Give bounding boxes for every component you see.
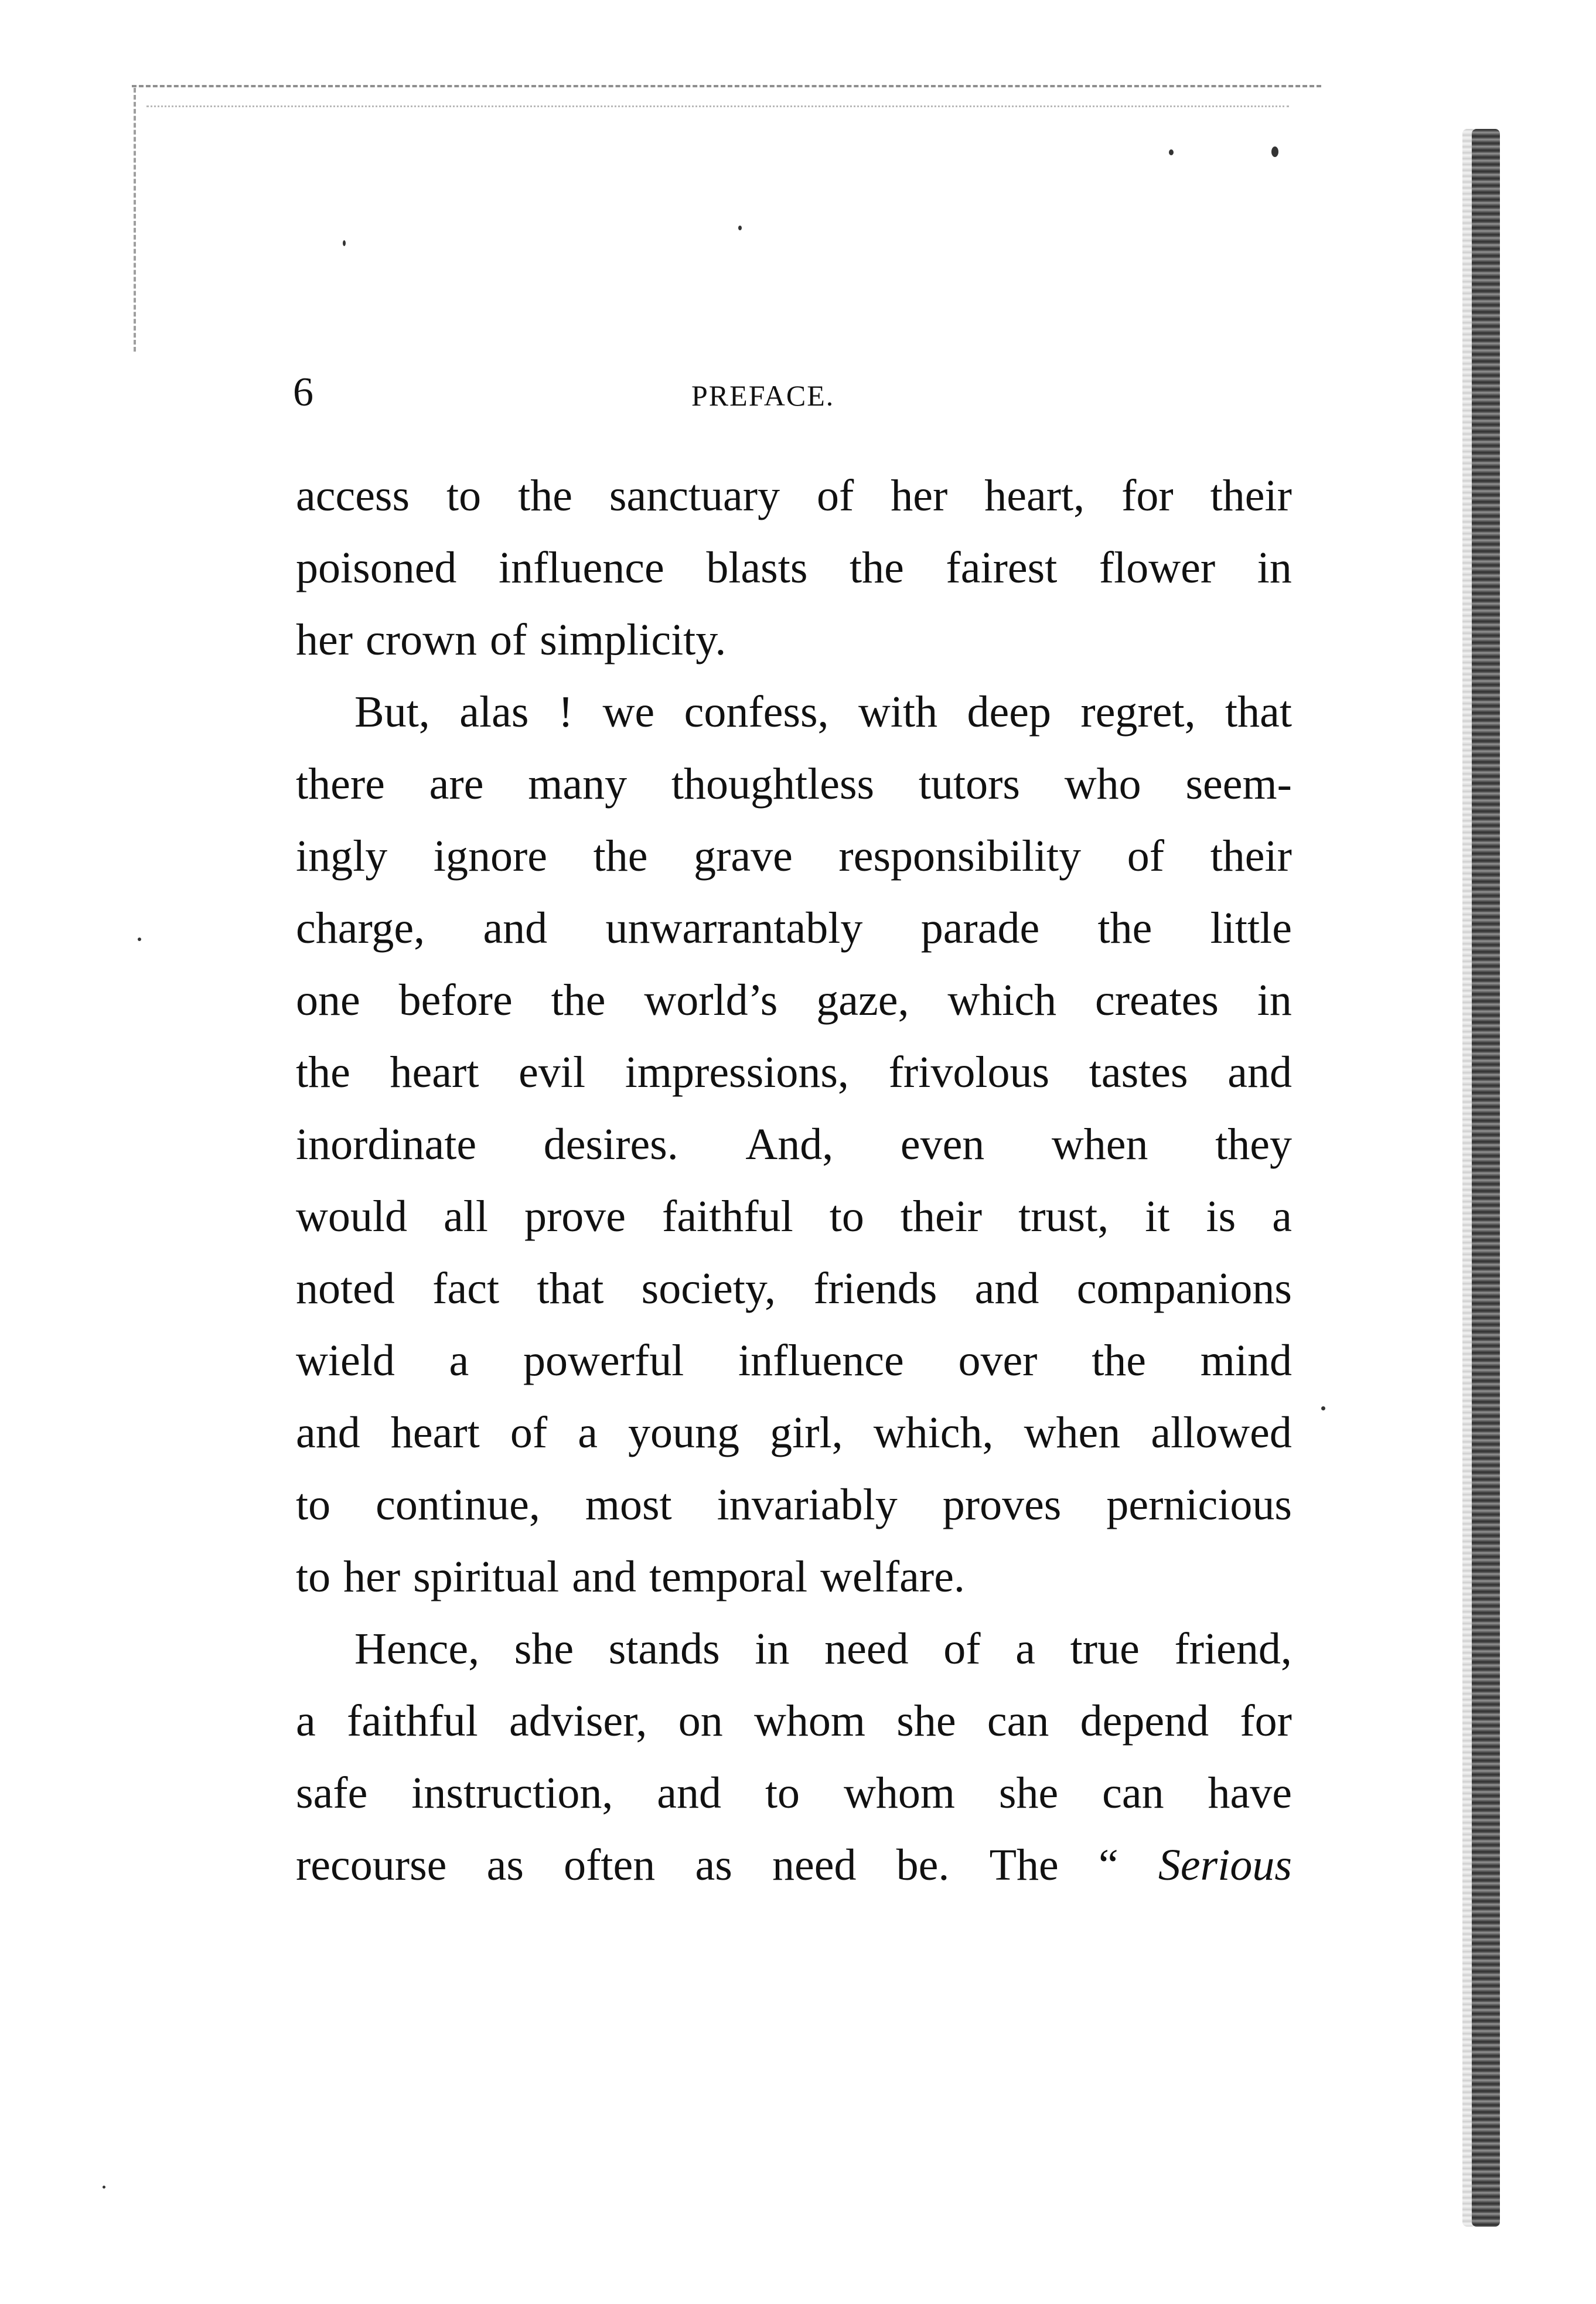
word: would	[296, 1192, 407, 1241]
word: crown	[366, 615, 477, 664]
word: she	[514, 1624, 574, 1674]
text-line	[296, 748, 1292, 820]
word: of	[817, 471, 854, 520]
word: and	[1227, 1048, 1292, 1097]
word: blasts	[706, 543, 808, 592]
word: girl,	[770, 1408, 843, 1457]
text-line	[296, 1325, 1292, 1397]
word: faithful	[662, 1192, 793, 1241]
word: that	[1225, 687, 1292, 737]
word: of	[510, 1408, 548, 1457]
word: whom	[753, 1696, 865, 1746]
word: that	[537, 1264, 604, 1313]
word: proves	[942, 1480, 1062, 1529]
word: “	[1098, 1841, 1118, 1890]
text-line	[296, 604, 1292, 676]
word: But,	[354, 687, 430, 737]
word: they	[1215, 1120, 1292, 1169]
word: who	[1064, 759, 1141, 809]
scan-speck	[1271, 146, 1278, 157]
word: there	[296, 759, 385, 809]
word: of	[489, 615, 527, 664]
word: her	[343, 1552, 401, 1601]
word: to	[296, 1480, 331, 1529]
word: are	[429, 759, 484, 809]
text-line	[296, 1613, 1292, 1685]
word: many	[528, 759, 628, 809]
word: world’s	[644, 976, 778, 1025]
word: Hence,	[354, 1624, 480, 1674]
word: ingly	[296, 831, 388, 881]
word: as	[486, 1841, 524, 1890]
word: can	[1102, 1768, 1164, 1818]
word: the	[296, 1048, 350, 1097]
word: the	[551, 976, 606, 1025]
scan-top-edge	[132, 85, 1321, 87]
word: mind	[1200, 1336, 1292, 1385]
word: The	[989, 1841, 1059, 1890]
text-line	[296, 1757, 1292, 1829]
word: confess,	[684, 687, 829, 737]
word: and	[974, 1264, 1039, 1313]
word: unwarrantably	[605, 904, 863, 953]
word: the	[850, 543, 904, 592]
word: creates	[1094, 976, 1219, 1025]
word: inordinate	[296, 1120, 477, 1169]
word: and	[572, 1552, 636, 1601]
word: recourse	[296, 1841, 447, 1890]
word: continue,	[376, 1480, 540, 1529]
word: for	[1121, 471, 1174, 520]
text-line	[296, 1829, 1292, 1901]
word: a	[449, 1336, 469, 1385]
word: and	[296, 1408, 360, 1457]
word: their	[1210, 471, 1292, 520]
text-line	[296, 532, 1292, 604]
text-line	[296, 1037, 1292, 1109]
word: for	[1240, 1696, 1292, 1746]
word: to	[296, 1552, 331, 1601]
word: is	[1206, 1192, 1236, 1241]
word: young	[628, 1408, 740, 1457]
word: evil	[519, 1048, 586, 1097]
text-line	[296, 1469, 1292, 1541]
text-line	[296, 1397, 1292, 1469]
word: access	[296, 471, 410, 520]
word: little	[1210, 904, 1292, 953]
word: need	[772, 1841, 857, 1890]
page-number: 6	[293, 370, 313, 415]
word: prove	[524, 1192, 626, 1241]
word: adviser,	[509, 1696, 647, 1746]
word: desires.	[543, 1120, 678, 1169]
word: the	[593, 831, 648, 881]
word: which	[947, 976, 1057, 1025]
page-header	[293, 369, 1289, 416]
word: and	[483, 904, 548, 953]
word: and	[657, 1768, 722, 1818]
word: regret,	[1080, 687, 1196, 737]
word: a	[1015, 1624, 1035, 1674]
word: !	[558, 687, 574, 737]
scan-speck	[738, 226, 742, 230]
italic-word: Serious	[1158, 1841, 1292, 1890]
word: noted	[296, 1264, 395, 1313]
word: fact	[432, 1264, 500, 1313]
word: all	[444, 1192, 488, 1241]
word: which,	[873, 1408, 994, 1457]
word: depend	[1080, 1696, 1209, 1746]
word: And,	[745, 1120, 834, 1169]
word: to	[765, 1768, 800, 1818]
word: heart,	[984, 471, 1085, 520]
word: ignore	[433, 831, 547, 881]
word: deep	[967, 687, 1051, 737]
word: influence	[738, 1336, 904, 1385]
word: when	[1024, 1408, 1121, 1457]
word: simplicity.	[540, 615, 727, 664]
word: seem-	[1185, 759, 1292, 809]
word: in	[1257, 543, 1292, 592]
word: we	[602, 687, 655, 737]
text-line	[296, 892, 1292, 964]
text-line	[296, 1685, 1292, 1757]
word: sanctuary	[609, 471, 780, 520]
word: charge,	[296, 904, 425, 953]
running-head: PREFACE.	[691, 379, 835, 412]
word: trust,	[1018, 1192, 1109, 1241]
word: a	[1272, 1192, 1292, 1241]
scan-right-edge	[1472, 129, 1500, 2227]
word: when	[1051, 1120, 1148, 1169]
word: society,	[641, 1264, 776, 1313]
word: most	[585, 1480, 672, 1529]
word: even	[900, 1120, 985, 1169]
word: of	[943, 1624, 981, 1674]
scan-speck	[343, 240, 346, 246]
word: grave	[694, 831, 793, 881]
word: her	[296, 615, 353, 664]
word: their	[1210, 831, 1292, 881]
word: parade	[920, 904, 1040, 953]
word: with	[858, 687, 938, 737]
word: it	[1145, 1192, 1170, 1241]
word: she	[998, 1768, 1059, 1818]
text-line	[296, 1109, 1292, 1181]
word: pernicious	[1106, 1480, 1292, 1529]
word: the	[1097, 904, 1152, 953]
word: flower	[1099, 543, 1216, 592]
word: a	[296, 1696, 316, 1746]
scan-top-edge-secondary	[146, 105, 1289, 107]
word: friends	[813, 1264, 937, 1313]
word: fairest	[946, 543, 1058, 592]
word: poisoned	[296, 543, 457, 592]
scan-left-edge	[134, 88, 136, 352]
word: heart	[390, 1048, 479, 1097]
scan-speck	[138, 938, 141, 941]
word: of	[1127, 831, 1165, 881]
word: tutors	[918, 759, 1021, 809]
word: temporal	[649, 1552, 808, 1601]
scan-speck	[1321, 1406, 1325, 1410]
text-line	[296, 1253, 1292, 1325]
word: allowed	[1151, 1408, 1292, 1457]
word: gaze,	[816, 976, 909, 1025]
word: she	[896, 1696, 956, 1746]
text-line	[296, 1181, 1292, 1253]
word: heart	[390, 1408, 480, 1457]
word: powerful	[523, 1336, 684, 1385]
word: over	[958, 1336, 1038, 1385]
word: can	[987, 1696, 1049, 1746]
word: often	[564, 1841, 656, 1890]
word: her	[891, 471, 948, 520]
word: a	[578, 1408, 598, 1457]
word: tastes	[1089, 1048, 1188, 1097]
word: their	[900, 1192, 983, 1241]
word: alas	[459, 687, 529, 737]
word: friend,	[1174, 1624, 1292, 1674]
text-line	[296, 676, 1292, 748]
text-line	[296, 1541, 1292, 1613]
word: true	[1070, 1624, 1140, 1674]
word: invariably	[717, 1480, 898, 1529]
word: one	[296, 976, 360, 1025]
word: need	[824, 1624, 909, 1674]
word: frivolous	[888, 1048, 1050, 1097]
text-line	[296, 820, 1292, 892]
word: stands	[608, 1624, 720, 1674]
word: to	[829, 1192, 864, 1241]
word: have	[1208, 1768, 1292, 1818]
scan-speck	[103, 2186, 105, 2189]
word: to	[446, 471, 482, 520]
word: welfare.	[820, 1552, 965, 1601]
word: before	[398, 976, 513, 1025]
word: on	[678, 1696, 723, 1746]
word: in	[1257, 976, 1292, 1025]
word: safe	[296, 1768, 368, 1818]
word: responsibility	[838, 831, 1082, 881]
word: thoughtless	[671, 759, 875, 809]
preface-body-text	[296, 460, 1292, 1901]
word: faithful	[347, 1696, 478, 1746]
word: the	[518, 471, 572, 520]
word: whom	[843, 1768, 955, 1818]
word: impressions,	[625, 1048, 849, 1097]
word: the	[1092, 1336, 1147, 1385]
scan-speck	[1169, 149, 1174, 155]
text-line	[296, 964, 1292, 1037]
word: companions	[1076, 1264, 1292, 1313]
word: instruction,	[411, 1768, 613, 1818]
text-line	[296, 460, 1292, 532]
word: in	[755, 1624, 790, 1674]
word: as	[695, 1841, 732, 1890]
word: influence	[499, 543, 664, 592]
word: spiritual	[413, 1552, 560, 1601]
word: be.	[896, 1841, 950, 1890]
word: wield	[296, 1336, 395, 1385]
